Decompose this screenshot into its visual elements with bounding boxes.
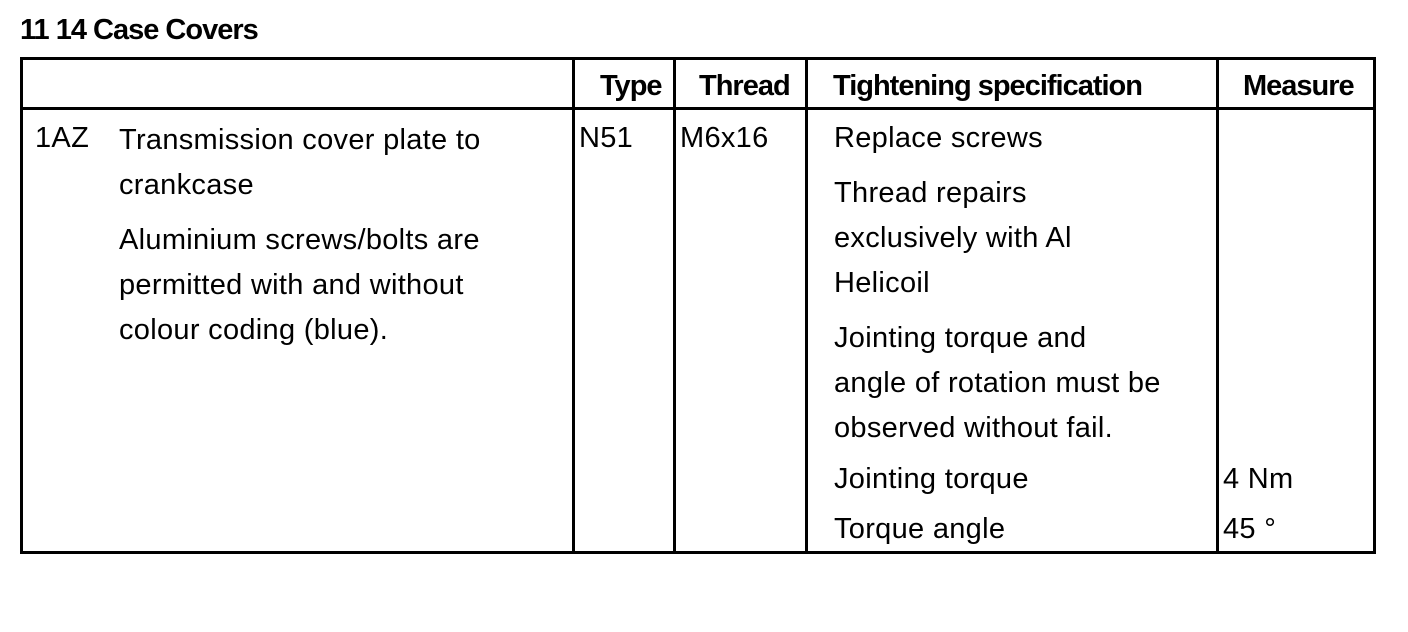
description-paragraph (119, 118, 481, 208)
header-measure: Measure (1243, 70, 1354, 102)
row-specification (834, 116, 1161, 461)
torque-angle-value: 45 ° (1223, 513, 1277, 545)
spec-line: observed without fail. (834, 412, 1114, 444)
row-description (119, 118, 481, 363)
column-divider (673, 60, 676, 551)
spec-line: angle of rotation must be (834, 367, 1161, 399)
spec-paragraph (834, 171, 1161, 306)
torque-angle-label: Torque angle (834, 513, 1006, 545)
description-line: crankcase (119, 169, 254, 201)
description-paragraph (119, 218, 481, 353)
jointing-torque-label: Jointing torque (834, 463, 1029, 495)
header-type: Type (600, 70, 662, 102)
description-line: Transmission cover plate to (119, 124, 481, 156)
header-divider (23, 107, 1373, 110)
spec-line: Jointing torque and (834, 322, 1087, 354)
header-tightening-specification: Tightening specification (833, 70, 1142, 102)
spec-line: Helicoil (834, 267, 930, 299)
spec-line: exclusively with Al (834, 222, 1072, 254)
page-title: 11 14 Case Covers (20, 14, 258, 46)
spec-paragraph (834, 316, 1161, 451)
header-thread: Thread (699, 70, 790, 102)
row-thread: M6x16 (680, 122, 769, 154)
column-divider (1216, 60, 1219, 551)
row-type: N51 (579, 122, 634, 154)
column-divider (572, 60, 575, 551)
spec-line: Replace screws (834, 122, 1043, 154)
column-divider (805, 60, 808, 551)
description-line: colour coding (blue). (119, 314, 389, 346)
specification-table (20, 57, 1376, 554)
spec-paragraph (834, 116, 1161, 161)
jointing-torque-value: 4 Nm (1223, 463, 1294, 495)
description-line: permitted with and without (119, 269, 464, 301)
description-line: Aluminium screws/bolts are (119, 224, 480, 256)
spec-line: Thread repairs (834, 177, 1027, 209)
row-id: 1AZ (35, 122, 90, 154)
